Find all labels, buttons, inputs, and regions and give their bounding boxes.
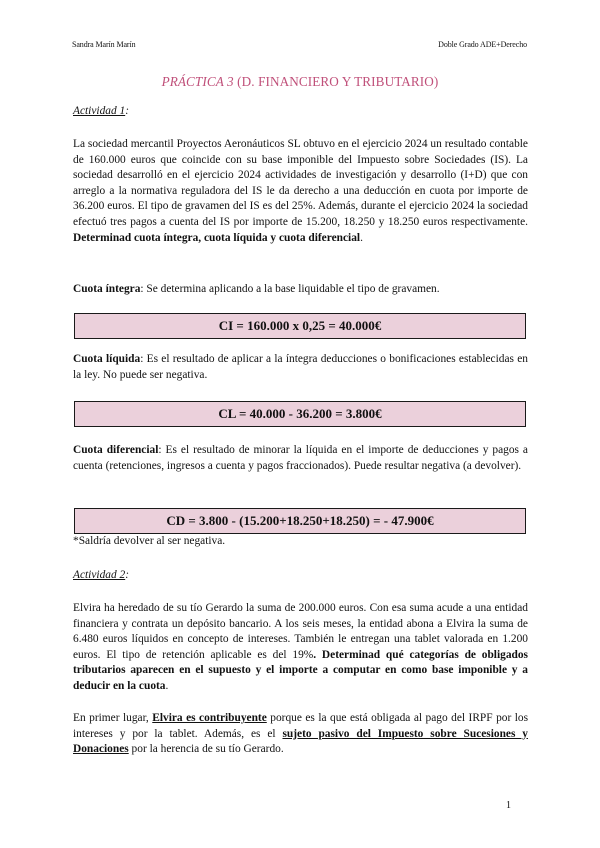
- ci-definition: [73, 282, 528, 298]
- activity2-answer: [73, 711, 528, 758]
- cl-text: : Es el resultado de aplicar a la íntegra deducciones o bonificaciones establecidas en la ley. No puede ser negativa.: [73, 353, 528, 381]
- ci-text: : Se determina aplicando a la base liquidable el tipo de gravamen.: [140, 283, 440, 295]
- cd-formula-box: CD = 3.800 - (15.200+18.250+18.250) = - 47.900€: [74, 508, 526, 534]
- activity2-heading-colon: :: [125, 569, 129, 581]
- ci-label: Cuota íntegra: [73, 283, 141, 295]
- ci-formula-box: CI = 160.000 x 0,25 = 40.000€: [74, 313, 526, 339]
- activity2-heading: [73, 568, 528, 584]
- activity1-heading-text: Actividad 1: [73, 105, 126, 117]
- answer-part2: porque es la que está obligada al pago del IRPF por los intereses y por la tablet. Además, es el: [73, 712, 529, 740]
- answer-contribuyente: Elvira es contribuyente: [152, 712, 267, 724]
- header-author: Sandra Marín Marín: [72, 40, 136, 49]
- title-rest: (D. FINANCIERO Y TRIBUTARIO): [233, 74, 439, 89]
- cl-definition: [73, 352, 528, 383]
- activity2-question: . Determinad qué categorías de obligados tributarios aparecen en el supuesto y el importe a computar en como base imponible y a deducir en la cuota: [73, 648, 528, 692]
- page-title: [0, 74, 600, 90]
- answer-part3: por la herencia de su tío Gerardo.: [128, 743, 284, 756]
- cl-formula-box: CL = 40.000 - 36.200 = 3.800€: [74, 401, 526, 427]
- activity1-question-end: .: [360, 231, 363, 244]
- header-degree: Doble Grado ADE+Derecho: [438, 40, 527, 49]
- page-number: 1: [506, 800, 511, 811]
- activity1-heading-colon: :: [125, 105, 129, 117]
- title-italic: PRÁCTICA 3: [161, 74, 234, 89]
- answer-sujeto-pasivo: sujeto pasivo del Impuesto sobre Sucesiones y Donaciones: [73, 727, 529, 756]
- cd-note: *Saldría devolver al ser negativa.: [73, 535, 226, 547]
- cd-label: Cuota diferencial: [73, 444, 159, 456]
- cd-text: : Es el resultado de minorar la líquida en el importe de deducciones y pagos a cuenta (retenciones, ingresos a cuenta y pagos fraccionados). Puede resultar negativa (a devolver).: [73, 444, 528, 472]
- activity1-question: Determinad cuota íntegra, cuota líquida y cuota diferencial: [73, 231, 361, 244]
- activity1-heading: [73, 104, 528, 120]
- answer-part1: En primer lugar,: [73, 712, 153, 724]
- activity1-statement-text: La sociedad mercantil Proyectos Aeronáuticos SL obtuvo en el ejercicio 2024 un resultado contable de 160.000 euros que coincide con su base imponible del Impuesto sobre Sociedades (IS). La sociedad desarrolló en el ejercicio 2024 actividades de investigación y desarrollo (I+D) que con arreglo a la normativa reguladora del IS le da derecho a una deducción en cuota por importe de 36.200 euros. El tipo de gravamen del IS es del 25%. Además, durante el ejercicio 2024 la sociedad efectuó tres pagos a cuenta del IS por importe de 15.200, 18.250 y 18.250 euros respectivamente.: [73, 138, 528, 228]
- activity2-pct: %: [303, 648, 314, 661]
- activity2-statement: [73, 601, 528, 695]
- cd-definition: [73, 443, 528, 474]
- activity1-statement: [73, 137, 528, 246]
- activity2-statement-text: Elvira ha heredado de su tío Gerardo la suma de 200.000 euros. Con esa suma acude a una entidad financiera y contrata un depósito bancario. A los seis meses, la entidad abona a Elvira la suma de 6.480 euros líquidos en concepto de intereses. También le entregan una tablet valorada en 1.200 euros. El tipo de retención aplicable es del 19: [73, 602, 528, 661]
- activity2-heading-text: Actividad 2: [73, 569, 126, 581]
- cl-label: Cuota líquida: [73, 353, 141, 365]
- activity2-question-end: .: [165, 679, 169, 692]
